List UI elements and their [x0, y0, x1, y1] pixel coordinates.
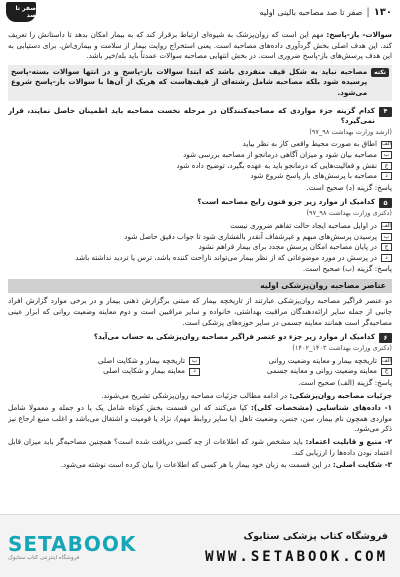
item-text: باید مشخص شود که اطلاعات از چه کسی دریافت شده است؟ همچنین مصاحبه‌گر باید میزان قابل اعتماد بودن داده‌ها را ارزیابی کند.: [8, 437, 392, 457]
publisher-logo: صفر تا صد: [6, 2, 36, 22]
option-label: ب: [381, 151, 392, 159]
setabook-logo-subtitle: فروشگاه اینترنتی کتاب ستابوک: [8, 555, 80, 561]
option-text: در پرسش در مورد موضوعاتی که از نظر بیمار می‌تواند ناراحت کننده باشد، ترس یا تردید نداشته باشد: [75, 252, 377, 262]
item-text: کیا می‌کنند که این قسمت بخش کوتاه شامل یک یا دو جمله و معمولا شامل مواردی همچون نام بیمار، سن، جنس، وضعیت تاهل (یا سایر روابط مهم)، نژاد یا قومیت و اشتغال می‌باشد و اغلب منبع ارجاع نیز ذکر می‌شود.: [8, 403, 392, 434]
store-name: فروشگاه کتاب پزشکی ستابوک: [243, 531, 388, 542]
intro-paragraph: [8, 30, 392, 62]
option-label: ب: [381, 233, 392, 241]
question-text: کدامیک از موارد زیر جزو فنون رایج مصاحبه است؟: [197, 197, 375, 207]
question-5-options: [8, 221, 392, 263]
option: [8, 366, 200, 377]
intro-text: مهم این است که روان‌پزشک به شیوه‌ای ارتباط برقرار کند که به بیمار امکان بدهد تا داستانش را تعریف کند. این هدف اصلی بخش گردآوری داده‌های مصاحبه است. یعنی استخراج روایت بیمار از سلامت و بیماری‌اش. برای دستیابی به این هدف پرسش‌های باز-پاسخ ضروری است. در بخش انتهایی مصاحبه سوالات عمدتاً باید بله/خیر باشد.: [8, 30, 392, 61]
question-6-options: [8, 356, 392, 377]
option-text: پرسیدن پرسش‌های مبهم و غیرشفاف آنقدر بالفشاری شود تا جواب دقیق حاصل شود: [124, 231, 377, 241]
book-title: صفر تا صد مصاحبه بالینی اولیه: [259, 7, 363, 17]
question-4: [8, 106, 392, 127]
footer-banner: [0, 514, 400, 577]
store-url-link[interactable]: WWW.SETABOOK.COM: [205, 549, 388, 565]
option-text: تاریخچه بیمار و معاینه وضعیت روانی: [268, 355, 377, 365]
page-header: [0, 0, 400, 24]
option: [8, 242, 392, 253]
item-lead: ۳- شکایت اصلی:: [332, 460, 392, 470]
question-number: ۴: [379, 107, 392, 117]
page-number: ۱۳۰: [373, 6, 392, 18]
option: [8, 232, 392, 243]
item-identifying-data: [8, 403, 392, 435]
option-text: معاینه بیمار و شکایت اصلی: [103, 366, 185, 376]
item-chief-complaint: [8, 460, 392, 471]
option-label: ج: [381, 243, 392, 251]
question-4-options: [8, 139, 392, 181]
option: [8, 161, 392, 172]
item-lead: ۲- منبع و قابلیت اعتماد:: [305, 437, 392, 446]
answer-text: پاسخ: گزینه (ب) صحیح است.: [302, 264, 392, 274]
option-text: مصاحبه با پرسش‌های باز پاسخ شروع شود: [250, 171, 377, 181]
option: [200, 356, 392, 367]
item-text: در این قسمت به زبان خود بیمار یا هر کسی که اطلاعات را بیان کرده است نوشته می‌شود.: [60, 460, 333, 470]
option-label: الف: [382, 357, 391, 364]
question-number: ۵: [379, 198, 392, 208]
question-number: ۶: [379, 333, 392, 343]
intro-lead: سوالات- باز-پاسخ:: [326, 30, 392, 39]
option-label: ج: [381, 368, 392, 376]
section-title: عناصر مصاحبه روان‌پزشکی اولیه: [8, 279, 392, 294]
answer-text: پاسخ: گزینه (الف) صحیح است.: [298, 378, 392, 388]
question-6: [8, 332, 392, 343]
item-lead: ۱- داده‌های شناسایی (مشخصات کلی):: [250, 403, 392, 413]
option-label: الف: [382, 141, 391, 148]
option-text: معاینه وضعیت روانی و معاینه جسمی: [266, 366, 377, 376]
option: [8, 150, 392, 161]
option: [8, 171, 392, 182]
section-paragraph: دو عنصر فراگیر مصاحبه روان‌پزشکی عبارتند از تاریخچه بیمار که مبتنی برگزارش ذهنی بیمار و در برخی موارد گزارش افراد جانبی از جمله سایر ارائه‌دهندگان مراقبت بهداشتی، خانواده و سایر مراقبین است و دوم معاینه وضعیت روانی که ابزار عینی مصاحبه‌گر است همانند معاینه جسمی در سایر حوزه‌های پزشکی است.: [8, 296, 392, 327]
setabook-logo-text: SETABOOK: [8, 532, 137, 556]
option: [200, 366, 392, 377]
option-text: مصاحبه بیان شود و میزان آگاهی درمانجو از مصاحبه بررسی شود: [183, 149, 377, 159]
option: [8, 356, 200, 367]
option: [8, 221, 392, 232]
option-text: نقش و فعالیت‌هایی که درمانجو باید به عهده بگیرد، توضیح داده شود: [176, 160, 377, 170]
option: [8, 139, 392, 150]
tip-box: [8, 65, 392, 101]
question-source: (دکتری وزارت بهداشت ۱۴۰۳_۱۴۰۲): [292, 344, 392, 353]
option-label: د: [381, 172, 392, 180]
question-text: کدامیک از موارد زیر جزء دو عنصر فراگیر مصاحبه روان‌پزشکی به حساب می‌آید؟: [93, 332, 375, 342]
option-label: ب: [189, 357, 200, 365]
option-label: د: [381, 254, 392, 262]
details-paragraph: [8, 391, 392, 402]
option-text: در پایان مصاحبه امکان پرسش مجدد برای بیمار فراهم نشود: [198, 242, 377, 252]
option-text: اطاق به صورت محیط واقعی کار به نظر بیاید: [242, 139, 377, 149]
tip-text: مصاحبه نباید به شکل قیف منفردی باشد که ابتدا سوالات باز-پاسخ و در انتها سوالات بسته-پاسخ پرسیده شود بلکه مصاحبه شامل رشته‌ای از قیف‌هاست که هریک از آن‌ها با سوالات باز-پاسخ شروع می‌شود.: [11, 66, 368, 97]
setabook-logo[interactable]: [8, 527, 137, 567]
answer-text: پاسخ: گزینه (د) صحیح است.: [306, 182, 392, 192]
option: [8, 253, 392, 264]
question-source: (دکتری وزارت بهداشت ۹۸_۹۷): [306, 209, 392, 218]
option-text: تاریخچه بیمار و شکایت اصلی: [97, 355, 185, 365]
question-5: [8, 197, 392, 208]
question-text: کدام گزینه جزء مواردی که مصاحبه‌کنندگان در مرحله نخست مصاحبه باید اطمینان حاصل نمایند، قرار نمی‌گیرد؟: [8, 105, 375, 126]
option-text: در اوایل مصاحبه ایجاد حالت تفاهم ضروری نیست: [230, 220, 377, 230]
item-source-reliability: [8, 437, 392, 458]
details-lead: جزئیات مصاحبه روان‌پزشکی:: [289, 390, 392, 400]
page-content: [8, 30, 392, 510]
header-separator: |: [366, 6, 370, 18]
details-text: در ادامه مطالب جزئیات مصاحبه روان‌پزشکی تشریح می‌شوند.: [101, 390, 290, 400]
question-source: (ارشد وزارت بهداشت ۹۸_۹۷): [309, 127, 392, 136]
tip-tag: نکته: [371, 68, 389, 77]
option-label: ج: [381, 162, 392, 170]
option-label: الف: [382, 222, 391, 229]
option-label: د: [189, 368, 200, 376]
